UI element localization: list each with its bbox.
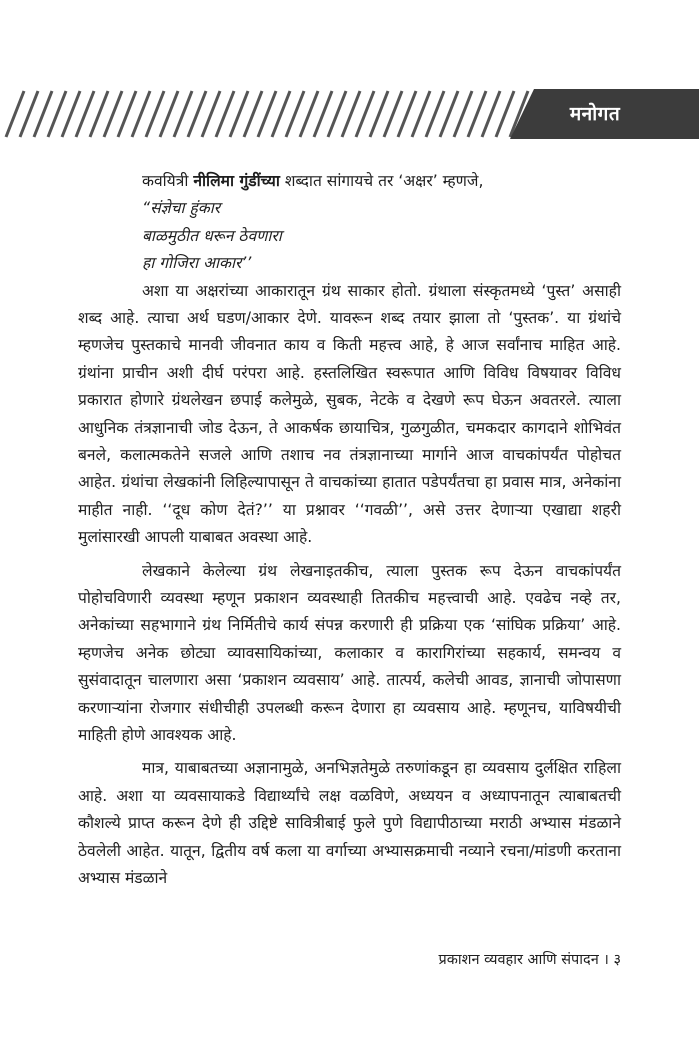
diagonal-stripes [6, 91, 528, 137]
intro-prefix: कवयित्री [142, 172, 194, 190]
poem-line: हा गोजिरा आकार’’ [142, 254, 252, 273]
poem-quote [78, 195, 621, 277]
poem-line: “संज्ञेचा हुंकार [142, 199, 221, 218]
page-footer: प्रकाशन व्यवहार आणि संपादन । ३ [438, 952, 621, 968]
poem-line: बाळमुठीत धरून ठेवणारा [142, 226, 282, 245]
intro-line [78, 168, 621, 195]
body-paragraph: अशा या अक्षरांच्या आकारातून ग्रंथ साकार होतो. ग्रंथाला संस्कृतमध्ये ‘पुस्त’ असाही शब्द आहे. त्याचा अर्थ घडण/आकार देणे. यावरून शब्द तयार झाला तो ‘पुस्तक’. या ग्रंथांचे म्हणजेच पुस्तकाचे मानवी जीवनात काय व किती महत्त्व आहे, हे आज सर्वांनाच माहित आहे. ग्रंथांना प्राचीन अशी दीर्घ परंपरा आहे. हस्तलिखित स्वरूपात आणि विविध विषयावर विविध प्रकारात होणारे ग्रंथलेखन छपाई कलेमुळे, सुबक, नेटके व देखणे रूप घेऊन अवतरले. त्याला आधुनिक तंत्रज्ञानाची जोड देऊन, ते आकर्षक छायाचित्र, गुळगुळीत, चमकदार कागदाने शोभिवंत बनले, कलात्मकतेने सजले आणि तशाच नव तंत्रज्ञानाच्या मार्गाने आज वाचकांपर्यंत पोहोचत आहेत. ग्रंथांचा लेखकांनी लिहिल्यापासून ते वाचकांच्या हातात पडेपर्यंतचा हा प्रवास मात्र, अनेकांना माहीत नाही. ‘‘दूध कोण देतं?’’ या प्रश्नावर ‘‘गवळी’’, असे उत्तर देणाऱ्या एखाद्या शहरी मुलांसारखी आपली याबाबत अवस्था आहे. [78, 281, 621, 547]
intro-suffix: शब्दात सांगायचे तर ‘अक्षर’ म्हणजे, [279, 172, 484, 190]
page-title: मनोगत [569, 103, 621, 125]
body-paragraph: लेखकाने केलेल्या ग्रंथ लेखनाइतकीच, त्याला पुस्तक रूप देऊन वाचकांपर्यंत पोहोचविणारी व्यवस्था म्हणून प्रकाशन व्यवस्थाही तितकीच महत्त्वाची आहे. एवढेच नव्हे तर, अनेकांच्या सहभागाने ग्रंथ निर्मितीचे कार्य संपन्न करणारी ही प्रक्रिया एक ‘सांघिक प्रक्रिया’ आहे. म्हणजेच अनेक छोट्या व्यावसायिकांच्या, कलाकार व कारागिरांच्या सहकार्य, समन्वय व सुसंवादातून चालणारा असा ‘प्रकाशन व्यवसाय’ आहे. तात्पर्य, कलेची आवड, ज्ञानाची जोपासणा करणाऱ्यांना रोजगार संधीचीही उपलब्धी करून देणारा हा व्यवसाय आहे. म्हणूनच, याविषयीची माहिती होणे आवश्यक आहे. [78, 561, 621, 745]
poet-name: नीलिमा गुंडींच्या [193, 172, 280, 190]
body-paragraph: मात्र, याबाबतच्या अज्ञानामुळे, अनभिज्ञतेमुळे तरुणांकडून हा व्यवसाय दुर्लक्षित राहिला आहे. अशा या व्यवसायाकडे विद्यार्थ्यांचे लक्ष वळविणे, अध्ययन व अध्यापनातून त्याबाबतची कौशल्ये प्राप्त करून देणे ही उद्दिष्टे सावित्रीबाई फुले पुणे विद्यापीठाच्या मराठी अभ्यास मंडळाने ठेवलेली आहेत. यातून, द्वितीय वर्ष कला या वर्गाच्या अभ्यासक्रमाची नव्याने रचना/मांडणी करताना अभ्यास मंडळाने [78, 759, 621, 888]
page-body [78, 168, 621, 893]
